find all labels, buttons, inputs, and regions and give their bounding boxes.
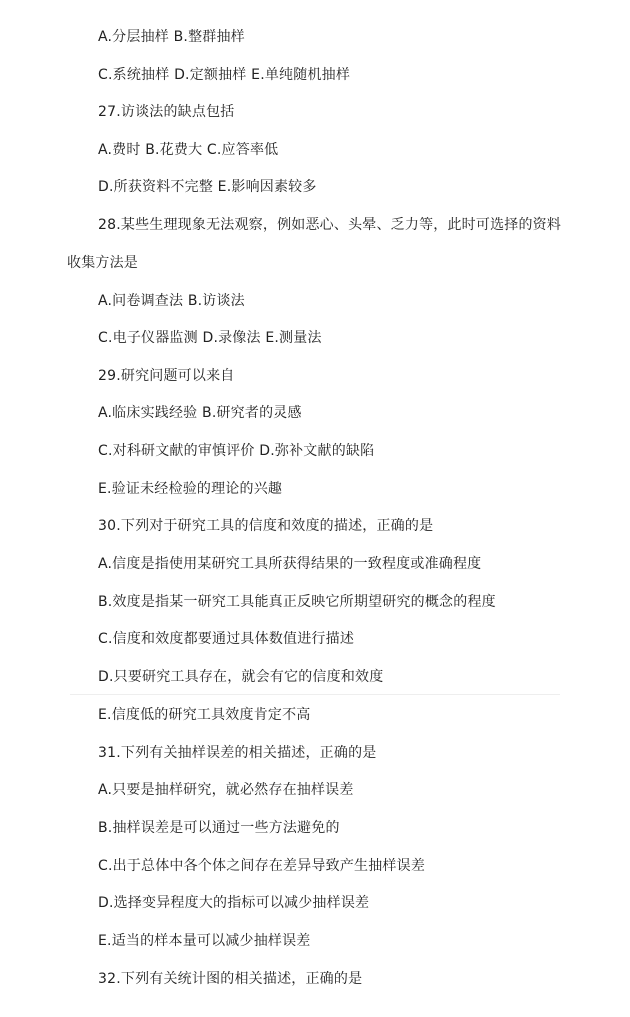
option-line: A.问卷调查法 B.访谈法 bbox=[98, 293, 245, 309]
question-29: 29.研究问题可以来自 bbox=[98, 368, 235, 384]
divider bbox=[70, 694, 560, 695]
option-line: A.分层抽样 B.整群抽样 bbox=[98, 29, 245, 45]
question-27: 27.访谈法的缺点包括 bbox=[98, 104, 235, 120]
option-line: B.效度是指某一研究工具能真正反映它所期望研究的概念的程度 bbox=[98, 594, 496, 610]
option-line: C.系统抽样 D.定额抽样 E.单纯随机抽样 bbox=[98, 67, 351, 83]
option-line: C.信度和效度都要通过具体数值进行描述 bbox=[98, 631, 355, 647]
option-line: D.选择变异程度大的指标可以减少抽样误差 bbox=[98, 895, 370, 911]
option-line: C.对科研文献的审慎评价 D.弥补文献的缺陷 bbox=[98, 443, 375, 459]
option-line: E.信度低的研究工具效度肯定不高 bbox=[98, 707, 311, 723]
option-line: A.只要是抽样研究，就必然存在抽样误差 bbox=[98, 782, 354, 798]
option-line: A.费时 B.花费大 C.应答率低 bbox=[98, 142, 279, 158]
question-28-continuation: 收集方法是 bbox=[67, 255, 138, 271]
option-line: D.所获资料不完整 E.影响因素较多 bbox=[98, 179, 317, 195]
question-30: 30.下列对于研究工具的信度和效度的描述，正确的是 bbox=[98, 518, 434, 534]
option-line: E.验证未经检验的理论的兴趣 bbox=[98, 481, 283, 497]
option-line: B.抽样误差是可以通过一些方法避免的 bbox=[98, 820, 340, 836]
question-28: 28.某些生理现象无法观察，例如恶心、头晕、乏力等，此时可选择的资料 bbox=[98, 217, 562, 233]
option-line: A.信度是指使用某研究工具所获得结果的一致程度或准确程度 bbox=[98, 556, 482, 572]
question-32: 32.下列有关统计图的相关描述，正确的是 bbox=[98, 971, 363, 987]
option-line: D.只要研究工具存在，就会有它的信度和效度 bbox=[98, 669, 384, 685]
question-31: 31.下列有关抽样误差的相关描述，正确的是 bbox=[98, 745, 377, 761]
option-line: C.出于总体中各个体之间存在差异导致产生抽样误差 bbox=[98, 858, 426, 874]
option-line: E.适当的样本量可以减少抽样误差 bbox=[98, 933, 311, 949]
option-line: C.电子仪器监测 D.录像法 E.测量法 bbox=[98, 330, 322, 346]
option-line: A.临床实践经验 B.研究者的灵感 bbox=[98, 405, 302, 421]
